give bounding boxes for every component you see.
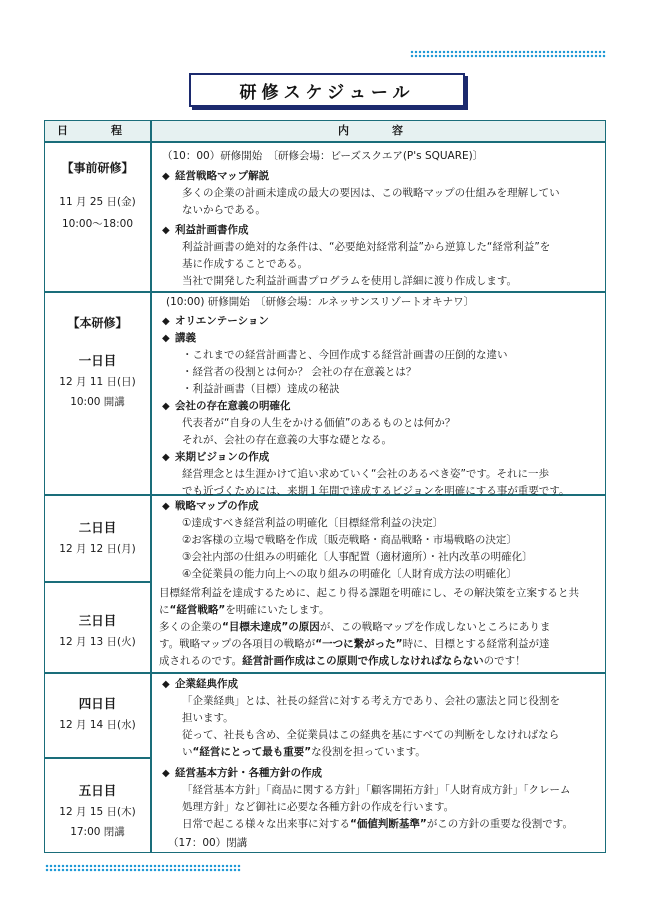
list-item: ・利益計画書（目標）達成の秘訣	[182, 383, 340, 395]
main-training-content	[162, 294, 600, 500]
item-heading: ◆ 講義	[162, 330, 600, 347]
diamond-icon: ◆	[162, 452, 170, 463]
start-line: (10:00) 研修開始 〔研修会場：ルネッサンスリゾートオキナワ〕	[166, 296, 475, 308]
text-line: 処理方針」など御社に必要な各種方針の作成を行います。	[182, 801, 455, 813]
decorative-dots-bottom	[45, 864, 241, 872]
time-text: 10:00 開講	[70, 396, 125, 408]
text-line: 基に作成することである。	[182, 258, 308, 270]
list-item: ④全従業員の能力向上への取り組みの明確化〔人財育成方法の明確化〕	[182, 568, 517, 580]
schedule-table	[44, 120, 606, 853]
text-line: ないからである。	[182, 204, 266, 216]
text-line: 「経営基本方針」「商品に関する方針」「顧客開拓方針」「人財育成方針」「クレーム	[182, 784, 571, 796]
bold-text: “目標未達成”の原因	[222, 621, 320, 633]
text-line: 当社で開発した利益計画書プログラムを使用し詳細に渡り作成します。	[182, 275, 518, 287]
text-line: それが、会社の存在意義の大事な礎となる。	[182, 434, 392, 446]
text-line: す。戦略マップの各項目の戦略が“一つに繋がった”時に、目標とする経常利益が達	[159, 638, 550, 650]
text-line: 代表者が“自身の人生をかける価値”のあるものとは何か？	[182, 417, 456, 429]
item-heading: ◆ 企業経典作成	[162, 676, 600, 693]
row-divider	[45, 672, 605, 674]
day-label: 五日目	[78, 783, 117, 798]
text-line: 多くの企業の計画未達成の最大の要因は、この戦略マップの仕組みを理解してい	[182, 187, 560, 199]
list-item: ③会社内部の仕組みの明確化〔人事配置（適材適所）・社内改革の明確化〕	[182, 551, 533, 563]
date-text: 12 月 14 日(水)	[59, 719, 136, 731]
day2-cell	[45, 518, 150, 556]
text-line: 従って、社長も含め、全従業員はこの経典を基にすべての判断をしなければなら	[182, 729, 560, 741]
item-heading: ◆ 利益計画書作成	[162, 222, 600, 239]
decorative-dots-top	[410, 50, 606, 58]
session-label: 【本研修】	[67, 316, 128, 330]
date-text: 12 月 11 日(日)	[59, 376, 136, 388]
pre-training-content	[162, 148, 600, 290]
text-line: い“経営にとって最も重要”な役割を担っています。	[182, 746, 426, 758]
day-label: 三日目	[78, 613, 117, 628]
diamond-icon: ◆	[162, 768, 170, 779]
diamond-icon: ◆	[162, 401, 170, 412]
list-item: ・これまでの経営計画書と、今回作成する経営計画書の圧倒的な違い	[182, 349, 508, 361]
day-label: 一日目	[78, 353, 117, 368]
bold-text: “経営戦略”	[169, 604, 226, 616]
diamond-icon: ◆	[162, 333, 170, 344]
bold-text: “一つに繋がった”	[315, 638, 403, 650]
item-heading: ◆ 経営戦略マップ解説	[162, 168, 600, 185]
table-header-row	[45, 121, 605, 141]
day4-cell	[45, 694, 150, 732]
diamond-icon: ◆	[162, 316, 170, 327]
pre-training-cell	[45, 159, 150, 231]
list-item: ・経営者の役割とは何か？ 会社の存在意義とは？	[182, 366, 417, 378]
main-training-cell	[45, 314, 150, 409]
row-divider	[45, 581, 150, 583]
item-heading: ◆ オリエンテーション	[162, 313, 600, 330]
text-line: 多くの企業の“目標未達成”の原因が、この戦略マップを作成しないところにありま	[159, 621, 551, 633]
end-line: （17：00）閉講	[168, 837, 248, 849]
time-text: 10:00～18:00	[61, 218, 134, 230]
text-line: 経営理念とは生涯かけて追い求めていく“会社のあるべき姿”です。それに一歩	[182, 468, 550, 480]
diamond-icon: ◆	[162, 171, 170, 182]
item-heading: ◆ 来期ビジョンの作成	[162, 449, 600, 466]
session-label: 【事前研修】	[61, 161, 134, 175]
text-line: 日常で起こる様々な出来事に対する“価値判断基準”がこの方針の重要な役割です。	[182, 818, 573, 830]
bold-text: 経営計画作成はこの原則で作成しなければならない	[242, 655, 484, 667]
diamond-icon: ◆	[162, 501, 170, 512]
day4-content	[162, 676, 600, 761]
header-date: 日 程	[57, 124, 138, 137]
paragraph	[159, 585, 601, 619]
text-line: 担います。	[182, 712, 234, 724]
column-divider	[150, 121, 152, 852]
text: を明確にいたします。	[225, 604, 330, 616]
day-label: 二日目	[78, 520, 117, 535]
day-label: 四日目	[78, 696, 117, 711]
text: 目標経常利益を達成するために、起こり得る課題を明確にし、その解決策を立案すると共に	[159, 587, 579, 616]
diamond-icon: ◆	[162, 225, 170, 236]
item-heading: ◆ 経営基本方針・各種方針の作成	[162, 765, 600, 782]
diamond-icon: ◆	[162, 679, 170, 690]
text-line: 利益計画書の絶対的な条件は、“必要絶対経常利益”から逆算した“経常利益”を	[182, 241, 551, 253]
day3-content	[159, 585, 597, 670]
day5-content	[162, 765, 600, 852]
day5-cell	[45, 781, 150, 839]
page-title: 研修スケジュール	[189, 73, 465, 107]
start-line: （10：00）研修開始 〔研修会場：ビーズスクエア(P's SQUARE)〕	[162, 150, 484, 162]
date-text: 12 月 12 日(月)	[59, 543, 136, 555]
date-text: 11 月 25 日(金)	[59, 196, 136, 208]
item-heading: ◆ 戦略マップの作成	[162, 498, 600, 515]
text-line: でも近づくためには、来期１年間で達成するビジョンを明確にする事が重要です。	[182, 485, 570, 497]
bold-text: “価値判断基準”	[350, 818, 427, 830]
row-divider	[45, 757, 150, 759]
row-divider	[45, 291, 605, 293]
header-content: 内 容	[338, 124, 419, 137]
date-text: 12 月 15 日(木)	[59, 806, 136, 818]
bold-text: “経営にとって最も重要”	[192, 746, 312, 758]
day2-content	[162, 498, 600, 583]
text-line: 「企業経典」とは、社長の経営に対する考え方であり、会社の憲法と同じ役割を	[182, 695, 560, 707]
list-item: ②お客様の立場で戦略を作成〔販売戦略・商品戦略・市場戦略の決定〕	[182, 534, 517, 546]
date-text: 12 月 13 日(火)	[59, 636, 136, 648]
day3-cell	[45, 611, 150, 649]
item-heading: ◆ 会社の存在意義の明確化	[162, 398, 600, 415]
row-divider	[45, 141, 605, 143]
time-text: 17:00 閉講	[70, 826, 125, 838]
text-line: 成されるのです。経営計画作成はこの原則で作成しなければならないのです！	[159, 655, 526, 667]
list-item: ①達成すべき経営利益の明確化〔目標経常利益の決定〕	[182, 517, 444, 529]
